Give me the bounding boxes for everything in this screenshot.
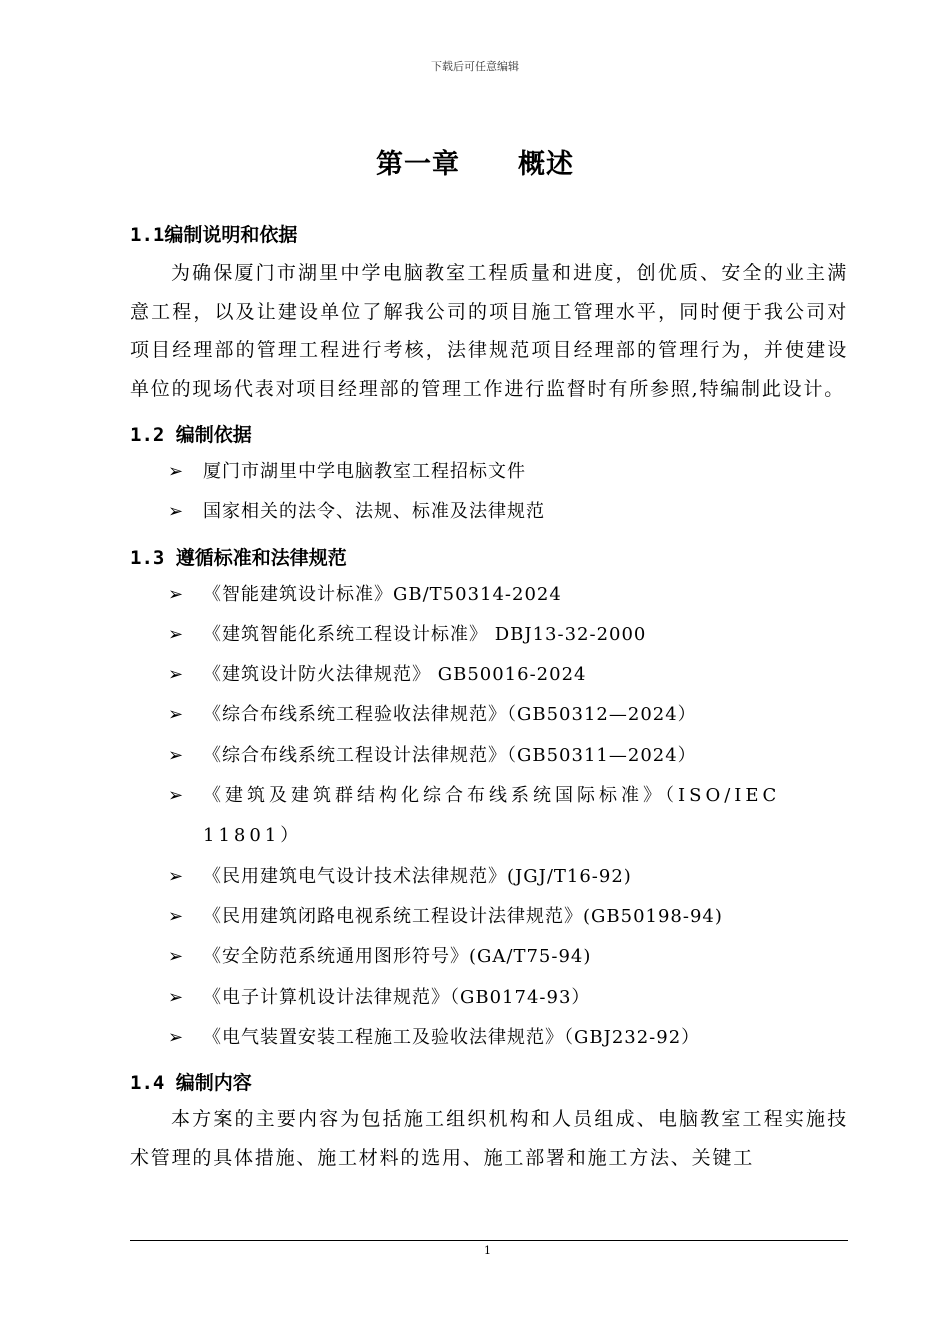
bullet-arrow-icon: ➢ — [168, 664, 185, 686]
bullet-arrow-icon: ➢ — [168, 1026, 185, 1048]
list-item: ➢ 《智能建筑设计标准》GB/T50314-2024 — [130, 575, 848, 615]
list-item: ➢ 《安全防范系统通用图形符号》(GA/T75-94) — [130, 937, 848, 977]
list-item: ➢ 国家相关的法令、法规、标准及法律规范 — [130, 492, 848, 532]
bullet-arrow-icon: ➢ — [168, 623, 185, 645]
footer-rule — [130, 1240, 848, 1241]
section-heading-1-1: 1.1编制说明和依据 — [130, 224, 298, 246]
bullet-arrow-icon: ➢ — [168, 704, 185, 726]
bullet-arrow-icon: ➢ — [168, 785, 188, 807]
bullet-arrow-icon: ➢ — [168, 461, 185, 482]
page-number: 1 — [484, 1244, 491, 1257]
bullet-arrow-icon: ➢ — [168, 865, 185, 887]
list-item: ➢ 《民用建筑电气设计技术法律规范》(JGJ/T16-92) — [130, 857, 848, 897]
list-item: ➢ 《建筑及建筑群结构化综合布线系统国际标准》（ISO/IEC 11801） — [130, 776, 848, 857]
bullet-arrow-icon: ➢ — [168, 583, 185, 605]
list-item: ➢ 《综合布线系统工程设计法律规范》（GB50311—2024） — [130, 736, 848, 776]
list-item: ➢ 《建筑智能化系统工程设计标准》 DBJ13-32-2000 — [130, 615, 848, 655]
bullet-arrow-icon: ➢ — [168, 986, 185, 1008]
section-paragraph-1-1: 为确保厦门市湖里中学电脑教室工程质量和进度，创优质、安全的业主满意工程，以及让建设单位了解我公司的项目施工管理水平，同时便于我公司对项目经理部的管理工程进行考核，法律规范项目经理部的管理行为，并使建设单位的现场代表对项目经理部的管理工作进行监督时有所参照,特编制此设计。 — [130, 262, 848, 400]
list-item: ➢ 厦门市湖里中学电脑教室工程招标文件 — [130, 452, 848, 492]
chapter-number: 第一章 — [376, 149, 460, 180]
bullet-arrow-icon: ➢ — [168, 946, 185, 968]
list-item: ➢ 《电子计算机设计法律规范》（GB0174-93） — [130, 978, 848, 1018]
bullet-list-1-2 — [130, 452, 848, 533]
list-item: ➢ 《建筑设计防火法律规范》 GB50016-2024 — [130, 655, 848, 695]
section-heading-1-3: 1.3 遵循标准和法律规范 — [130, 546, 347, 569]
section-heading-1-4: 1.4 编制内容 — [130, 1072, 252, 1095]
page-header: 下载后可任意编辑 — [431, 60, 519, 73]
list-item: ➢ 《电气装置安装工程施工及验收法律规范》（GBJ232-92） — [130, 1018, 848, 1058]
list-item: ➢ 《综合布线系统工程验收法律规范》（GB50312—2024） — [130, 695, 848, 735]
document-body — [130, 220, 848, 1177]
section-paragraph-1-4: 本方案的主要内容为包括施工组织机构和人员组成、电脑教室工程实施技术管理的具体措施、施工材料的选用、施工部署和施工方法、关键工 — [130, 1108, 848, 1169]
bullet-arrow-icon: ➢ — [168, 501, 185, 523]
chapter-title — [0, 142, 950, 181]
chapter-name: 概述 — [518, 149, 574, 180]
bullet-list-1-3 — [130, 575, 848, 1059]
bullet-arrow-icon: ➢ — [168, 905, 185, 927]
bullet-arrow-icon: ➢ — [168, 744, 185, 766]
list-item: ➢ 《民用建筑闭路电视系统工程设计法律规范》(GB50198-94) — [130, 897, 848, 937]
section-heading-1-2: 1.2 编制依据 — [130, 424, 252, 446]
